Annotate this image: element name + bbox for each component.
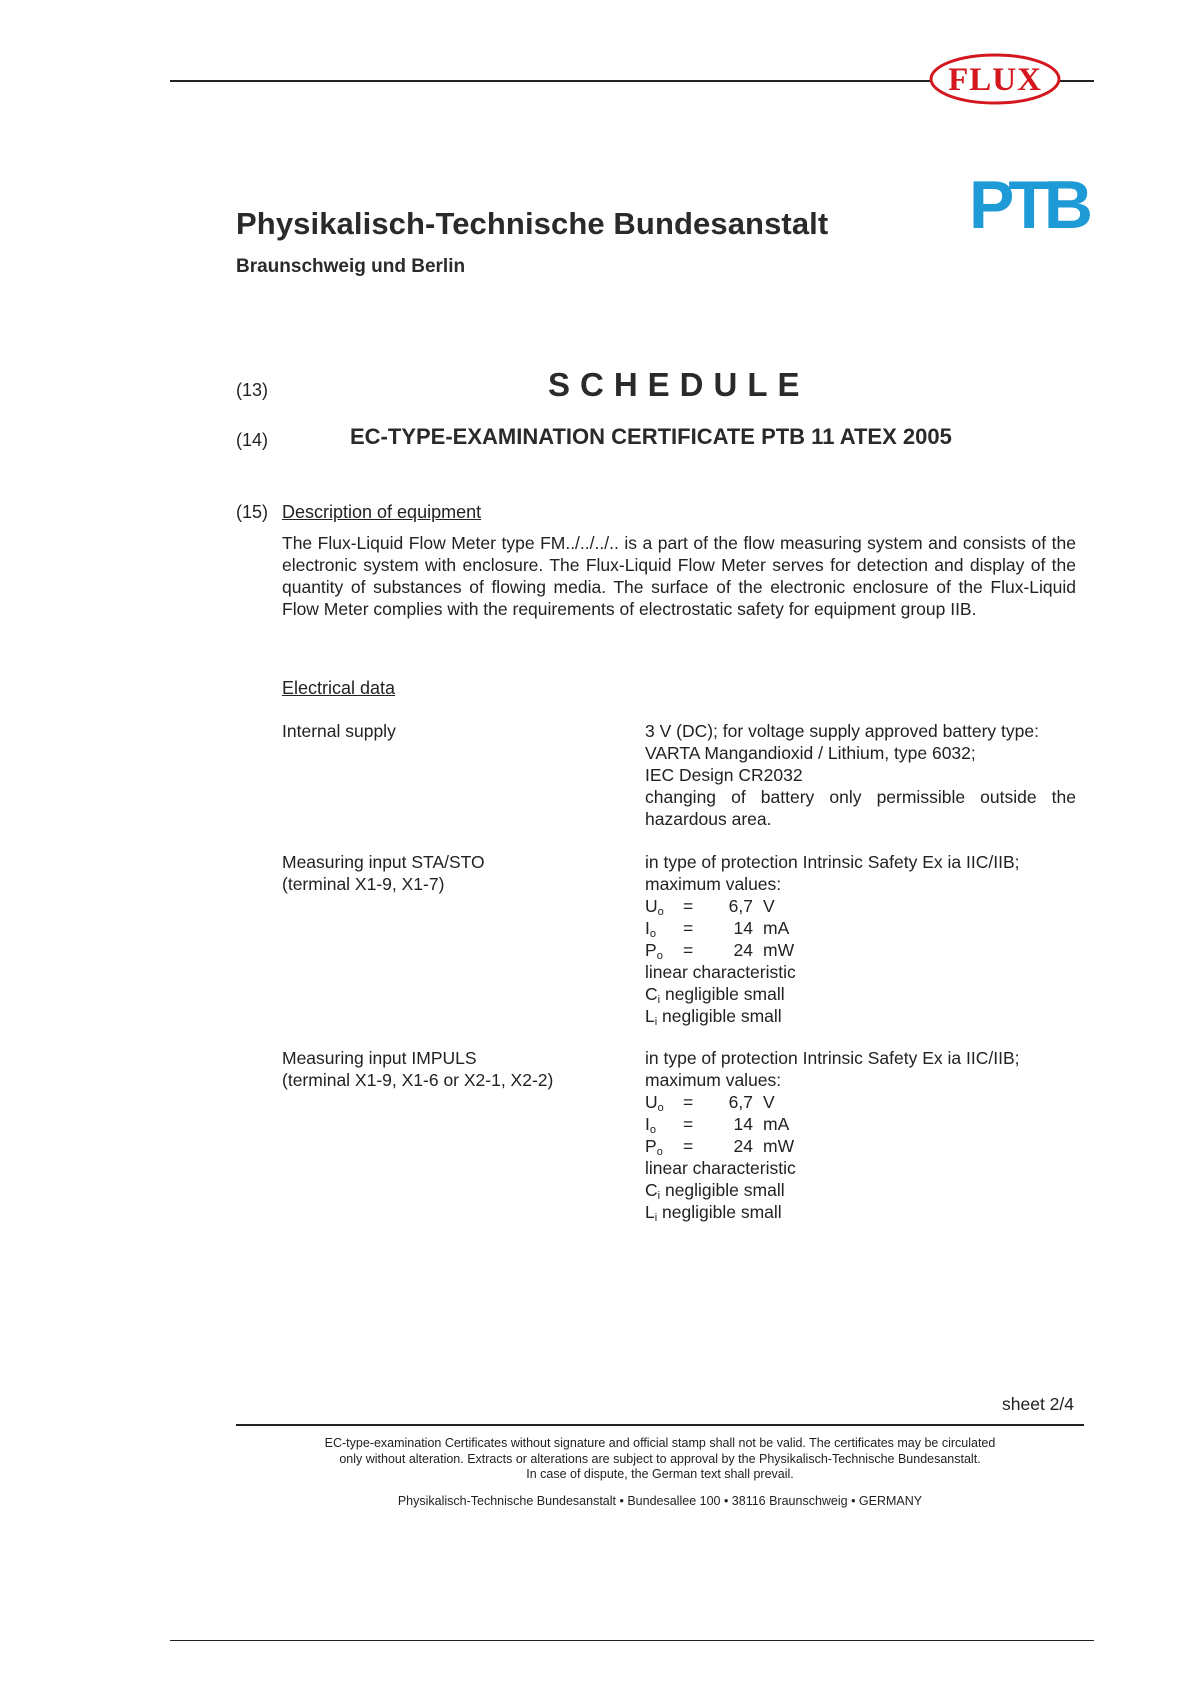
flux-logo-text: FLUX <box>948 62 1042 98</box>
voltage-symbol: $U_o$ <box>645 896 664 918</box>
bottom-rule <box>170 1640 1094 1641</box>
ptb-logo-text: PTB <box>969 167 1087 243</box>
internal-supply-label: Internal supply <box>282 721 396 741</box>
current-symbol: $I_o$ <box>645 1114 656 1136</box>
linear-characteristic: linear characteristic <box>645 1158 796 1178</box>
equals-sign: = <box>683 1092 694 1112</box>
impuls-label-line: Measuring input IMPULS <box>282 1048 477 1068</box>
voltage-row <box>645 1091 1076 1113</box>
footer-note-line: EC-type-examination Certificates without signature and official stamp shall not be valid. The certificates may be circulated <box>324 1436 996 1450</box>
current-value: 14 <box>733 918 753 938</box>
sta-sto-value <box>645 851 1076 1027</box>
power-value: 24 <box>733 1136 753 1156</box>
internal-supply-line: IEC Design CR2032 <box>645 765 803 785</box>
current-value: 14 <box>733 1114 753 1134</box>
protection-line: in type of protection Intrinsic Safety Ex ia IIC/IIB; <box>645 852 1020 872</box>
equals-sign: = <box>683 1114 694 1134</box>
power-unit: mW <box>763 1136 795 1156</box>
institute-name: Physikalisch-Technische Bundesanstalt <box>236 206 829 241</box>
description-heading: Description of equipment <box>282 502 482 522</box>
footer-rule <box>236 1424 1084 1426</box>
voltage-row <box>645 895 1076 917</box>
sta-sto-label-line: Measuring input STA/STO <box>282 852 485 872</box>
current-unit: mA <box>763 1114 790 1134</box>
current-symbol: $I_o$ <box>645 918 656 940</box>
item-number-13: (13) <box>236 380 269 400</box>
linear-characteristic: linear characteristic <box>645 962 796 982</box>
certificate-title: EC-TYPE-EXAMINATION CERTIFICATE PTB 11 ATEX 2005 <box>350 424 952 449</box>
max-values-line: maximum values: <box>645 874 782 894</box>
ptb-logo <box>969 167 1087 243</box>
current-row <box>645 917 1076 939</box>
internal-supply-line: changing of battery only permissible outside the <box>645 787 1076 807</box>
sta-sto-terminal: (terminal X1-9, X1-7) <box>282 874 445 894</box>
internal-supply-line: 3 V (DC); for voltage supply approved battery type: <box>645 721 1039 741</box>
footer-note-line: In case of dispute, the German text shall prevail. <box>526 1467 794 1481</box>
capacitance-line: $C_i$ negligible small <box>645 984 785 1006</box>
capacitance-line: $C_i$ negligible small <box>645 1180 785 1202</box>
description-text: The Flux-Liquid Flow Meter type FM../../../.. is a part of the flow measuring system and consists of the electronic system with enclosure. The Flux-Liquid Flow Meter serves for detection and display of the quantity of substances of flowing media. The surface of the electronic enclosure of the Flux-Liquid Flow Meter complies with the requirements of electrostatic safety for equipment group IIB. <box>282 533 1076 619</box>
power-value: 24 <box>733 940 753 960</box>
power-unit: mW <box>763 940 795 960</box>
sta-sto-label <box>282 851 485 895</box>
schedule-heading: SCHEDULE <box>548 366 810 403</box>
internal-supply-line: hazardous area. <box>645 809 772 829</box>
inductance-line: $L_i$ negligible small <box>645 1202 782 1224</box>
voltage-value: 6,7 <box>728 1092 753 1112</box>
current-row <box>645 1113 1076 1135</box>
equals-sign: = <box>683 1136 694 1156</box>
current-unit: mA <box>763 918 790 938</box>
item-number-14: (14) <box>236 430 269 450</box>
internal-supply-value <box>645 720 1076 830</box>
max-values-line: maximum values: <box>645 1070 782 1090</box>
institute-location: Braunschweig und Berlin <box>236 256 466 277</box>
inductance-line: $L_i$ negligible small <box>645 1006 782 1028</box>
equals-sign: = <box>683 896 694 916</box>
flux-logo <box>928 52 1062 106</box>
top-rule-left <box>170 80 936 82</box>
footer-address: Physikalisch-Technische Bundesanstalt • Bundesallee 100 • 38116 Braunschweig • GERMANY <box>397 1494 923 1508</box>
voltage-symbol: $U_o$ <box>645 1092 664 1114</box>
sheet-number: sheet 2/4 <box>1002 1394 1074 1414</box>
voltage-unit: V <box>763 1092 775 1112</box>
impuls-terminal: (terminal X1-9, X1-6 or X2-1, X2-2) <box>282 1070 554 1090</box>
electrical-data-heading: Electrical data <box>282 678 396 698</box>
footer-note-line: only without alteration. Extracts or alterations are subject to approval by the Physikalisch-Technische Bundesanstalt. <box>339 1451 981 1466</box>
protection-line: in type of protection Intrinsic Safety Ex ia IIC/IIB; <box>645 1048 1020 1068</box>
power-row <box>645 939 1076 961</box>
power-symbol: $P_o$ <box>645 940 663 962</box>
voltage-unit: V <box>763 896 775 916</box>
voltage-value: 6,7 <box>728 896 753 916</box>
internal-supply-line: VARTA Mangandioxid / Lithium, type 6032; <box>645 743 976 763</box>
equals-sign: = <box>683 940 694 960</box>
item-number-15: (15) <box>236 502 269 522</box>
impuls-value <box>645 1047 1076 1223</box>
footer-note <box>236 1436 1084 1483</box>
power-row <box>645 1135 1076 1157</box>
equals-sign: = <box>683 918 694 938</box>
impuls-label <box>282 1047 553 1091</box>
power-symbol: $P_o$ <box>645 1136 663 1158</box>
